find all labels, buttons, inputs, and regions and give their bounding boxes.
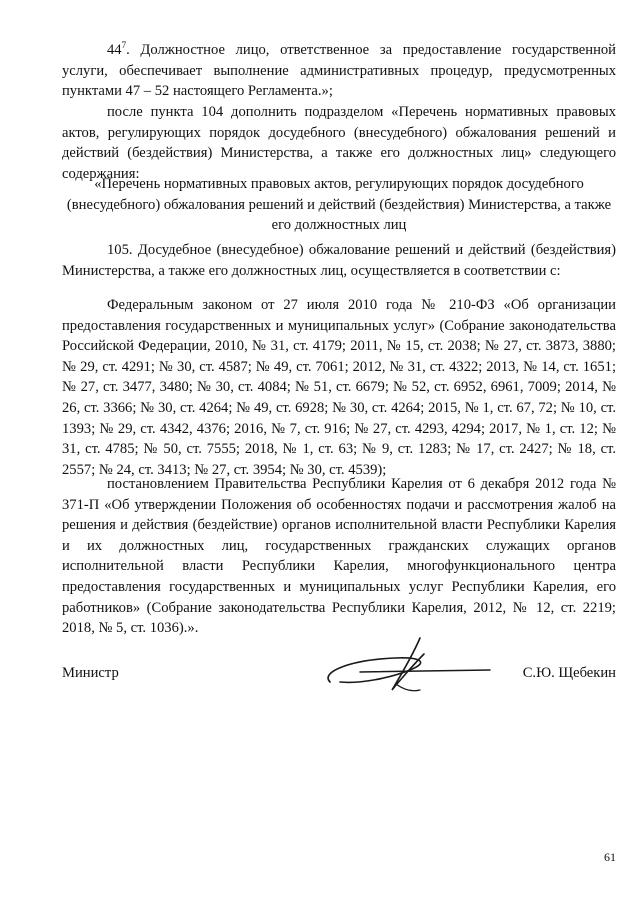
signer-name: С.Ю. Щебекин bbox=[522, 665, 616, 681]
clause-number: 44 bbox=[107, 42, 122, 58]
paragraph-105: 105. Досудебное (внесудебное) обжалование решений и действий (бездействия) Министерства, а также его должностных лиц, осуществляется в соответствии с: bbox=[62, 242, 616, 279]
section-heading: «Перечень нормативных правовых актов, регулирующих порядок досудебного (внесудебного) обжалования решений и действий (бездействия) Министерства, а также его должностных лиц bbox=[66, 176, 612, 234]
handwritten-signature bbox=[300, 632, 500, 704]
page-number: 61 bbox=[604, 850, 616, 864]
minister-label: Министр bbox=[62, 665, 119, 681]
paragraph-karelia-resolution: постановлением Правительства Республики Карелия от 6 декабря 2012 года № 371-П «Об утверждении Положения об особенностях подачи и рассмотрения жалоб на решения и действия (бездействие) органов исполнительной власти Республики Карелия и их должностных лиц, государственных гражданских служащих органов исполнительной власти Республики Карелия, многофункционального центра предоставления государственных и муниципальных услуг Республики Карелия, его работников» (Собрание законодательства Республики Карелия, 2012, № 12, ст. 2219; 2018, № 5, ст. 1036).». bbox=[62, 476, 616, 637]
paragraph-text: . Должностное лицо, ответственное за предоставление государственной услуги, обеспечивает выполнение административных процедур, предусмотренных пунктами 47 – 52 настоящего Регламента.»; bbox=[62, 42, 616, 100]
clause-superscript: 7 bbox=[121, 40, 127, 51]
paragraph-amendment-intro: после пункта 104 дополнить подразделом «Перечень нормативных правовых актов, регулирующих порядок досудебного (внесудебного) обжалования решений и действий (бездействия) Министерства, а также его должностных лиц» следующего содержания: bbox=[62, 104, 616, 182]
paragraph-44-7 bbox=[62, 40, 616, 102]
paragraph-federal-law: Федеральным законом от 27 июля 2010 года № 210-ФЗ «Об организации предоставления государственных и муниципальных услуг» (Собрание законодательства Российской Федерации, 2010, № 31, ст. 4179; 2011, № 15, ст. 2038; № 27, ст. 3873, 3880; № 29, ст. 4291; № 30, ст. 4587; № 49, ст. 7061; 2012, № 31, ст. 4322; 2013, № 14, ст. 1651; № 27, ст. 3477, 3480; № 30, ст. 4084; № 51, ст. 6679; № 52, ст. 6952, 6961, 7009; 2014, № 26, ст. 3366; № 30, ст. 4264; № 49, ст. 6928; № 30, ст. 4264; 2015, № 1, ст. 67, 72; № 10, ст. 1393; № 29, ст. 4342, 4376; 2016, № 7, ст. 916; № 27, ст. 4293, 4294; 2017, № 1, ст. 12; № 31, ст. 4785; № 50, ст. 7555; 2018, № 1, ст. 63; № 9, ст. 1283; № 17, ст. 2427; № 18, ст. 2557; № 24, ст. 3413; № 27, ст. 3954; № 30, ст. 4539); bbox=[62, 297, 616, 478]
